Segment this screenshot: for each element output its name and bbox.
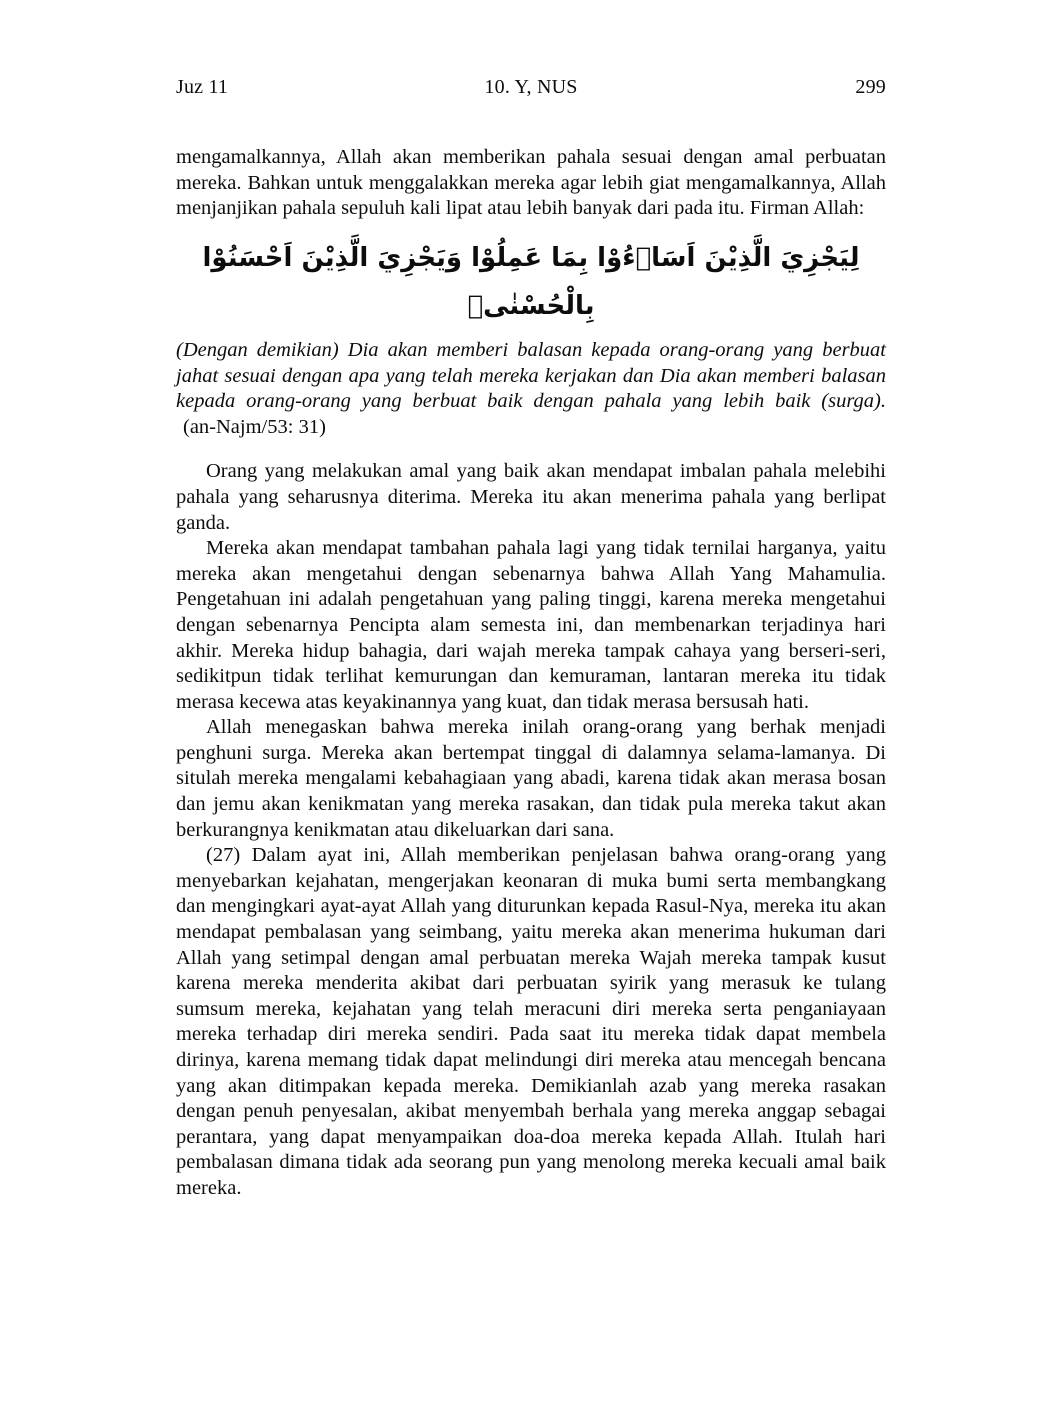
body-paragraph: Allah menegaskan bahwa mereka inilah orang-orang yang berhak menjadi penghuni surga. Mereka akan bertempat tinggal di dalamnya selama-lamanya. Di situlah mereka mengalami kebahagiaan yang abadi, karena tidak akan merasa bosan dan jemu akan kenikmatan yang mereka rasakan, dan tidak pula mereka takut akan berkurangnya kenikmatan atau dikeluarkan dari sana. bbox=[176, 716, 886, 841]
paragraph-continuation: mengamalkannya, Allah akan memberikan pahala sesuai dengan amal perbuatan mereka. Bahkan untuk menggalakkan mereka agar lebih giat mengamalkannya, Allah menjanjikan pahala sepuluh kali lipat atau lebih banyak dari pada itu. Firman Allah: bbox=[176, 146, 886, 220]
page-number: 299 bbox=[855, 76, 886, 98]
page-body bbox=[176, 145, 886, 1202]
body-paragraph: Orang yang melakukan amal yang baik akan mendapat imbalan pahala melebihi pahala yang seharusnya diterima. Mereka itu akan menerima pahala yang berlipat ganda. bbox=[176, 460, 886, 534]
translation-text: (Dengan demikian) Dia akan memberi balasan kepada orang-orang yang berbuat jahat sesuai dengan apa yang telah mereka kerjakan dan Dia akan memberi balasan kepada orang-orang yang berbuat baik dengan pahala yang lebih baik (surga). bbox=[176, 338, 886, 413]
surah-title: 10. Y, NUS bbox=[484, 76, 578, 98]
body-paragraph: (27) Dalam ayat ini, Allah memberikan penjelasan bahwa orang-orang yang menyebarkan kejahatan, mengerjakan keonaran di muka bumi serta membangkang dan mengingkari ayat-ayat Allah yang diturunkan kepada Rasul-Nya, mereka itu akan mendapat pembalasan yang seimbang, yaitu mereka akan menerima hukuman dari Allah yang setimpal dengan amal perbuatan mereka Wajah mereka tampak kusut karena mereka menderita akibat dari perbuatan syirik yang merasuk ke tulang sumsum mereka, kejahatan yang telah meracuni diri mereka serta penganiayaan mereka terhadap diri mereka sendiri. Pada saat itu mereka tidak dapat membela dirinya, karena memang tidak dapat melindungi diri mereka atau mencegah bencana yang akan ditimpakan kepada mereka. Demikianlah azab yang mereka rasakan dengan penuh penyesalan, akibat menyembah berhala yang mereka anggap sebagai perantara, yang dapat menyampaikan doa-doa mereka kepada Allah. Itulah hari pembalasan dimana tidak ada seorang pun yang menolong mereka kecuali amal baik mereka. bbox=[176, 844, 886, 1199]
arabic-verse: لِيَجْزِيَ الَّذِيْنَ اَسَاۤءُوْا بِمَا عَمِلُوْا وَيَجْزِيَ الَّذِيْنَ اَحْسَنُوْا بِالْحُسْنٰىۚ bbox=[202, 242, 860, 321]
page-header bbox=[176, 76, 886, 99]
body-paragraph: Mereka akan mendapat tambahan pahala lagi yang tidak ternilai harganya, yaitu mereka akan mengetahui dengan sebenarnya bahwa Allah Yang Mahamulia. Pengetahuan ini adalah pengetahuan yang paling tinggi, karena mereka mengetahui dengan sebenarnya Pencipta alam semesta ini, dan membenarkan terjadinya hari akhir. Mereka hidup bahagia, dari wajah mereka tampak cahaya yang berseri-seri, sedikitpun tidak terlihat kemurungan dan kemuraman, lantaran mereka itu tidak merasa kecewa atas keyakinannya yang kuat, dan tidak merasa bersusah hati. bbox=[176, 537, 886, 713]
juz-label: Juz 11 bbox=[176, 76, 229, 98]
verse-translation bbox=[176, 338, 886, 440]
verse-reference: (an-Najm/53: 31) bbox=[183, 415, 326, 438]
